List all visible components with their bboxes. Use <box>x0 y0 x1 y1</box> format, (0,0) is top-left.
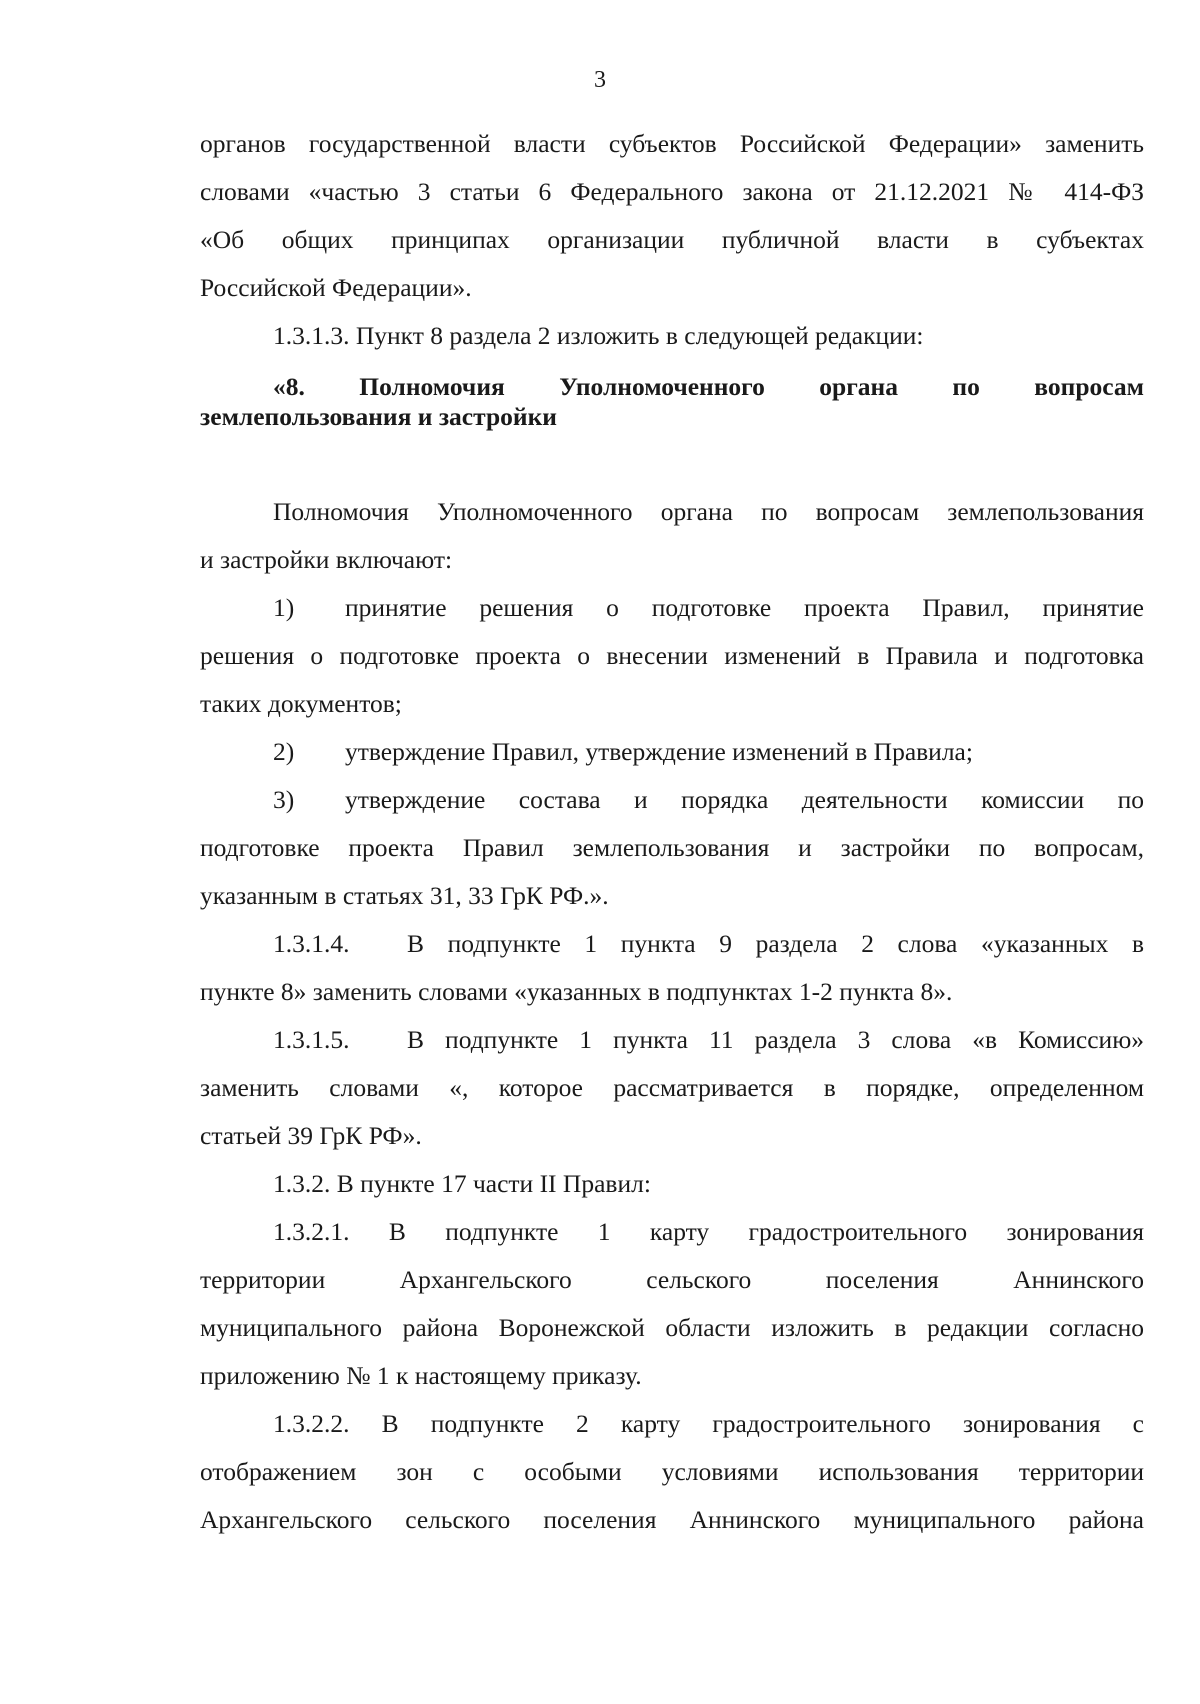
list-item <box>200 920 1144 968</box>
text-line: приложению № 1 к настоящему приказу. <box>200 1361 642 1390</box>
text-line: 1.3.2. В пункте 17 части II Правил: <box>273 1169 651 1198</box>
list-item <box>200 776 1144 824</box>
text-line: решения о подготовке проекта о внесении изменений в Правила и подготовка <box>200 641 1144 670</box>
text-line: отображением зон с особыми условиями использования территории <box>200 1457 1144 1486</box>
text-line: таких документов; <box>200 689 402 718</box>
list-item-number: 1.3.1.4. <box>273 929 350 958</box>
list-item-text: принятие решения о подготовке проекта Правил, принятие <box>345 593 1144 622</box>
text-line: словами «частью 3 статьи 6 Федерального закона от 21.12.2021 № 414-ФЗ <box>200 177 1144 206</box>
text-line: Полномочия Уполномоченного органа по вопросам землепользования <box>273 497 1144 526</box>
text-line: Российской Федерации». <box>200 273 472 302</box>
text-line: пункте 8» заменить словами «указанных в подпунктах 1-2 пункта 8». <box>200 977 953 1006</box>
text-line: территории Архангельского сельского поселения Аннинского <box>200 1265 1144 1294</box>
text-line: заменить словами «, которое рассматривается в порядке, определенном <box>200 1073 1144 1102</box>
text-line: 1.3.2.1. В подпункте 1 карту градостроительного зонирования <box>273 1217 1144 1246</box>
list-item-text: В подпункте 1 пункта 9 раздела 2 слова «указанных в <box>407 929 1144 958</box>
document-body <box>200 120 1144 1544</box>
text-line: Архангельского сельского поселения Аннинского муниципального района <box>200 1505 1144 1534</box>
page-number: 3 <box>594 67 606 93</box>
list-item-text: утверждение состава и порядка деятельности комиссии по <box>345 785 1144 814</box>
text-line: статьей 39 ГрК РФ». <box>200 1121 422 1150</box>
text-line: подготовке проекта Правил землепользования и застройки по вопросам, <box>200 833 1144 862</box>
list-item-number: 3) <box>273 785 295 814</box>
text-line: муниципального района Воронежской области изложить в редакции согласно <box>200 1313 1144 1342</box>
section-heading-line: землепользования и застройки <box>200 402 557 431</box>
text-line: указанным в статьях 31, 33 ГрК РФ.». <box>200 881 609 910</box>
list-item <box>200 1016 1144 1064</box>
text-line: и застройки включают: <box>200 545 453 574</box>
list-item-number: 2) <box>273 737 295 766</box>
spacer <box>200 432 1144 488</box>
list-item-number: 1.3.1.5. <box>273 1025 350 1054</box>
list-item-text: утверждение Правил, утверждение изменений в Правила; <box>345 737 973 766</box>
text-line: органов государственной власти субъектов Российской Федерации» заменить <box>200 129 1144 158</box>
text-line: «Об общих принципах организации публичной власти в субъектах <box>200 225 1144 254</box>
list-item-number: 1) <box>273 593 295 622</box>
text-line: 1.3.2.2. В подпункте 2 карту градостроительного зонирования с <box>273 1409 1144 1438</box>
list-item <box>200 728 1144 776</box>
text-line: 1.3.1.3. Пункт 8 раздела 2 изложить в следующей редакции: <box>273 321 924 350</box>
list-item-text: В подпункте 1 пункта 11 раздела 3 слова «в Комиссию» <box>407 1025 1144 1054</box>
list-item <box>200 584 1144 632</box>
section-heading-line: «8. Полномочия Уполномоченного органа по вопросам <box>273 372 1144 401</box>
